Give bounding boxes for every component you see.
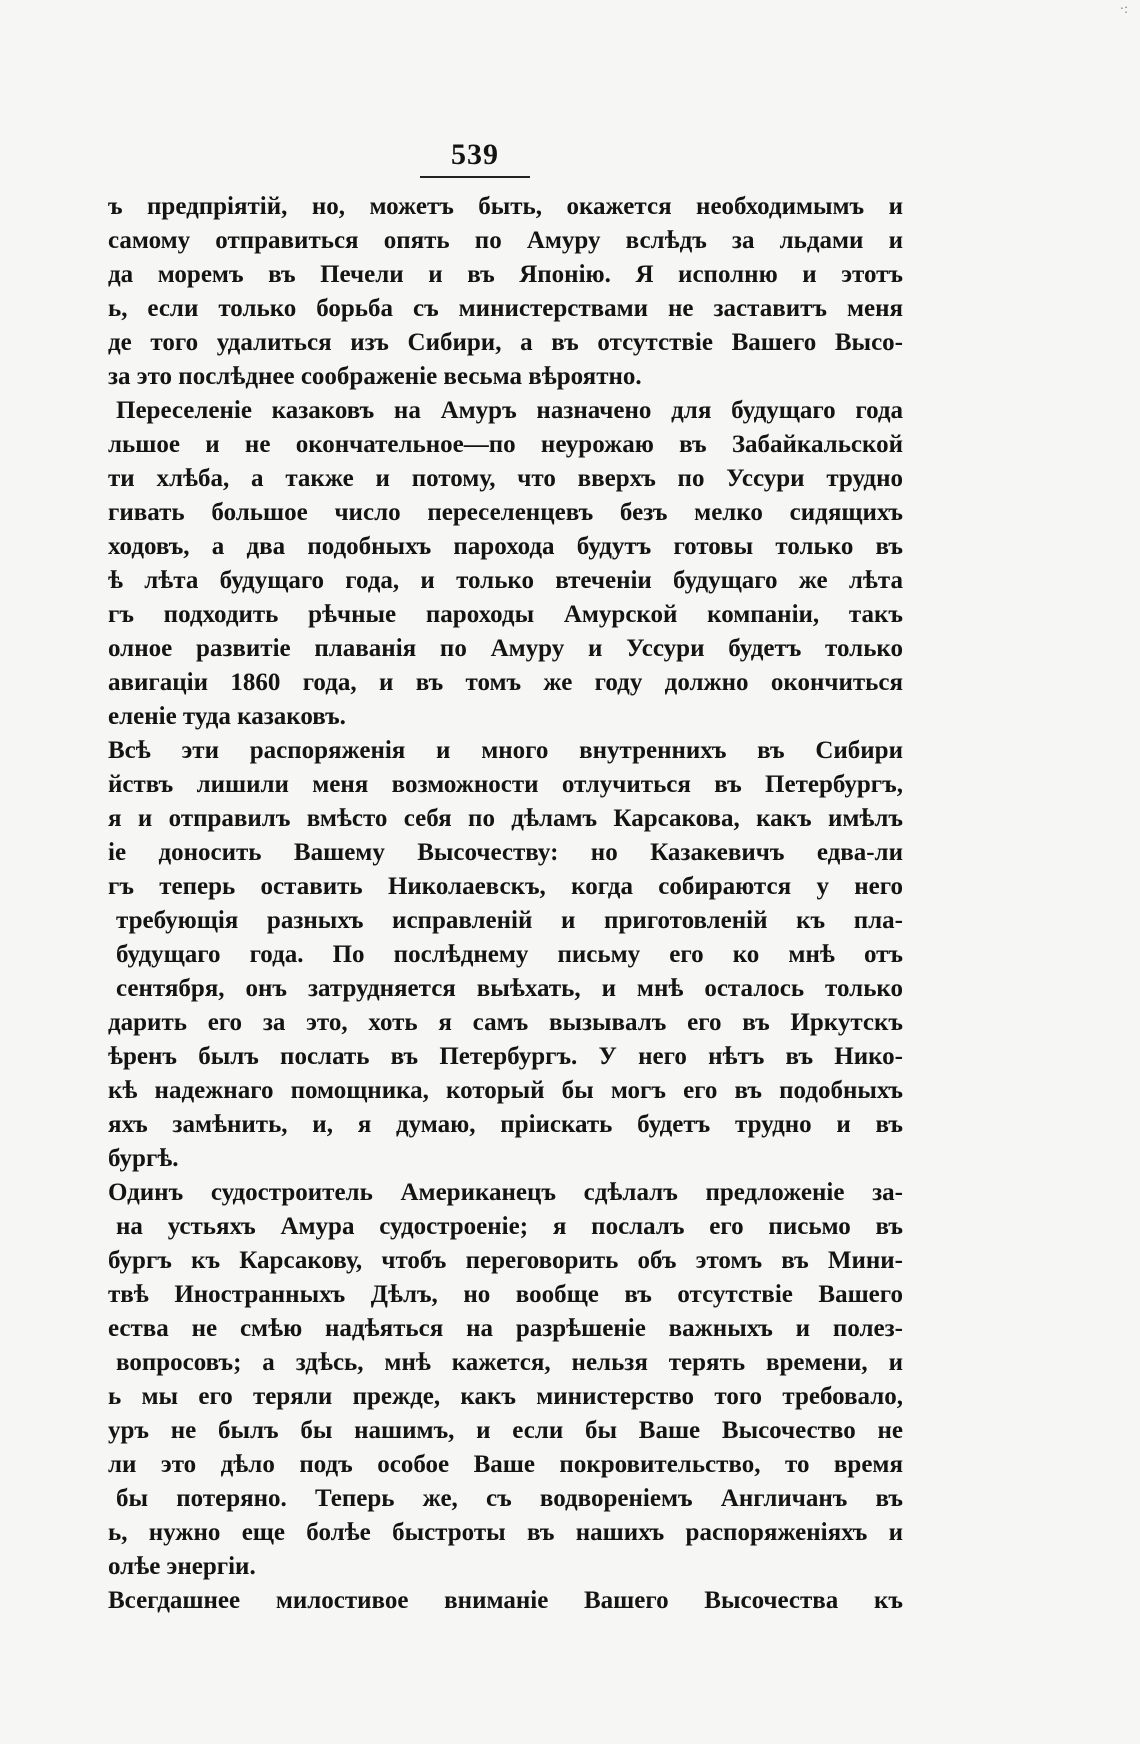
text-line: ества не смѣю надѣяться на разрѣшеніе важныхъ и полез- xyxy=(108,1315,903,1342)
text-line: бургѣ. xyxy=(108,1145,179,1172)
text-line: на устьяхъ Амура судостроеніе; я послалъ его письмо въ xyxy=(116,1213,903,1240)
text-line: твѣ Иностранныхъ Дѣлъ, но вообще въ отсутствіе Вашего xyxy=(108,1281,903,1308)
page-number: 539 xyxy=(451,138,499,171)
text-line: ходовъ, а два подобныхъ парохода будутъ готовы только въ xyxy=(108,533,903,560)
text-line: самому отправиться опять по Амуру вслѣдъ за льдами и xyxy=(108,227,903,254)
text-line: гъ подходить рѣчные пароходы Амурской компаніи, такъ xyxy=(108,601,903,628)
text-line: будущаго года. По послѣднему письму его ко мнѣ отъ xyxy=(116,941,903,968)
body-text xyxy=(108,190,903,1618)
text-line: Всегдашнее милостивое вниманіе Вашего Высочества къ xyxy=(108,1587,903,1614)
text-line: олное развитіе плаванія по Амуру и Уссури будетъ только xyxy=(108,635,903,662)
text-line: льшое и не окончательное—по неурожаю въ Забайкальской xyxy=(108,431,903,458)
text-line: яхъ замѣнить, и, я думаю, пріискать будетъ трудно и въ xyxy=(108,1111,903,1138)
text-line: ѣ лѣта будущаго года, и только втеченіи будущаго же лѣта xyxy=(108,567,903,594)
corner-mark: ·: xyxy=(1119,2,1128,17)
text-line: сентября, онъ затрудняется выѣхать, и мнѣ осталось только xyxy=(116,975,903,1002)
text-line: ь, если только борьба съ министерствами не заставитъ меня xyxy=(108,295,903,322)
text-line: Всѣ эти распоряженія и много внутреннихъ въ Сибири xyxy=(108,737,903,764)
text-line: ь мы его теряли прежде, какъ министерство того требовало, xyxy=(108,1383,903,1410)
page-number-rule xyxy=(420,176,530,178)
text-line: кѣ надежнаго помощника, который бы могъ его въ подобныхъ xyxy=(108,1077,903,1104)
text-line: Одинъ судостроитель Американецъ сдѣлалъ предложеніе за- xyxy=(108,1179,903,1206)
text-line: ли это дѣло подъ особое Ваше покровительство, то время xyxy=(108,1451,903,1478)
text-line: я и отправилъ вмѣсто себя по дѣламъ Карсакова, какъ имѣлъ xyxy=(108,805,903,832)
text-line: Переселеніе казаковъ на Амуръ назначено для будущаго года xyxy=(116,397,903,424)
text-line: ъ предпріятій, но, можетъ быть, окажется необходимымъ и xyxy=(108,193,903,220)
text-line: еленіе туда казаковъ. xyxy=(108,703,346,730)
text-line: уръ не былъ бы нашимъ, и если бы Ваше Высочество не xyxy=(108,1417,903,1444)
text-line: бы потеряно. Теперь же, съ водвореніемъ Англичанъ въ xyxy=(116,1485,903,1512)
text-line: ѣренъ былъ послать въ Петербургъ. У него нѣтъ въ Нико- xyxy=(108,1043,903,1070)
text-line: да моремъ въ Печели и въ Японію. Я исполню и этотъ xyxy=(108,261,903,288)
text-line: ти хлѣба, а также и потому, что вверхъ по Уссури трудно xyxy=(108,465,903,492)
text-line: авигаціи 1860 года, и въ томъ же году должно окончиться xyxy=(108,669,903,696)
text-line: дарить его за это, хоть я самъ вызывалъ его въ Иркутскъ xyxy=(108,1009,903,1036)
text-line: олѣе энергіи. xyxy=(108,1553,256,1580)
text-line: де того удалиться изъ Сибири, а въ отсутствіе Вашего Высо- xyxy=(108,329,903,356)
text-line: за это послѣднее соображеніе весьма вѣроятно. xyxy=(108,363,642,390)
text-line: ь, нужно еще болѣе быстроты въ нашихъ распоряженіяхъ и xyxy=(108,1519,903,1546)
text-line: вопросовъ; а здѣсь, мнѣ кажется, нельзя терять времени, и xyxy=(116,1349,903,1376)
text-line: гъ теперь оставить Николаевскъ, когда собираются у него xyxy=(108,873,903,900)
text-line: іе доносить Вашему Высочеству: но Казакевичъ едва-ли xyxy=(108,839,903,866)
text-line: бургъ къ Карсакову, чтобъ переговорить объ этомъ въ Мини- xyxy=(108,1247,903,1274)
text-line: йствъ лишили меня возможности отлучиться въ Петербургъ, xyxy=(108,771,903,798)
text-line: требующія разныхъ исправленій и приготовленій къ пла- xyxy=(116,907,903,934)
text-line: гивать большое число переселенцевъ безъ мелко сидящихъ xyxy=(108,499,903,526)
